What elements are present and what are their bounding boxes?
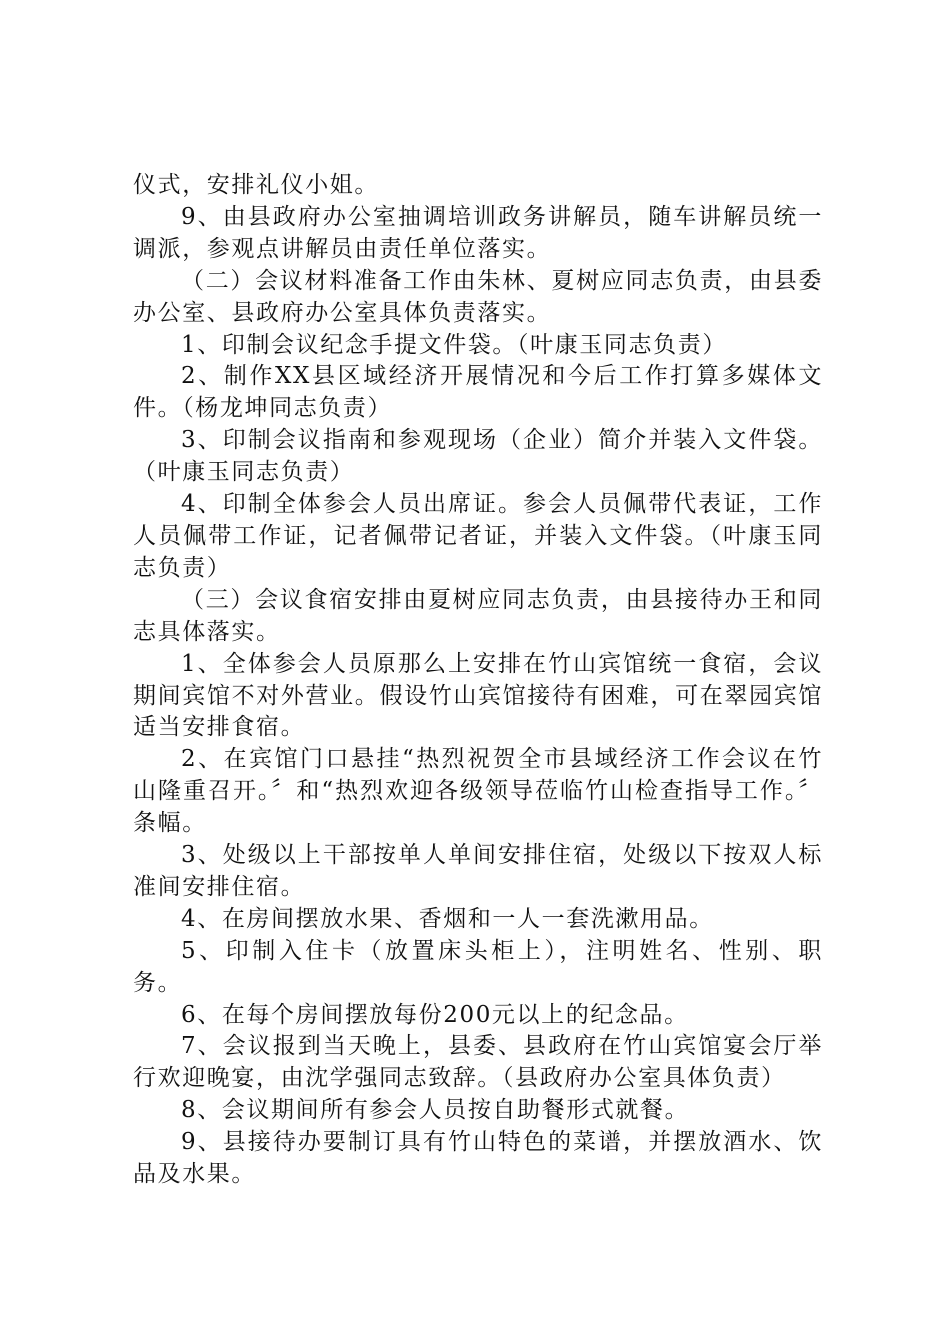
paragraph-item-3-rooms: 3、处级以上干部按单人单间安排住宿，处级以下按双人标准间安排住宿。 — [133, 842, 823, 900]
paragraph-item-9-guides: 9、由县政府办公室抽调培训政务讲解员，随车讲解员统一调派，参观点讲解员由责任单位落实。 — [133, 203, 823, 262]
paragraph-item-8-buffet: 8、会议期间所有参会人员按自助餐形式就餐。 — [181, 1097, 690, 1124]
paragraph-ceremony: 仪式，安排礼仪小姐。 — [133, 172, 379, 198]
paragraph-section-2-materials: （二）会议材料准备工作由朱林、夏树应同志负责，由县委办公室、县政府办公室具体负责落实。 — [133, 267, 823, 326]
paragraph-item-9-menu: 9、县接待办要制订具有竹山特色的菜谱，并摆放酒水、饮品及水果。 — [133, 1129, 823, 1188]
paragraph-item-1-file-bag: 1、印制会议纪念手提文件袋。（叶康玉同志负责） — [181, 331, 727, 358]
paragraph-item-2-banners: 2、在宾馆门口悬挂“热烈祝贺全市县域经济工作会议在竹山隆重召开。〞和“热烈欢迎各级领导莅临竹山检查指导工作。〞条幅。 — [133, 746, 823, 837]
paragraph-item-4-amenities: 4、在房间摆放水果、香烟和一人一套洗漱用品。 — [181, 905, 714, 932]
paragraph-item-7-banquet: 7、会议报到当天晚上，县委、县政府在竹山宾馆宴会厅举行欢迎晚宴，由沈学强同志致辞。（县政府办公室具体负责） — [133, 1033, 823, 1092]
paragraph-item-1-hotel: 1、全体参会人员原那么上安排在竹山宾馆统一食宿，会议期间宾馆不对外营业。假设竹山宾馆接待有困难，可在翠园宾馆适当安排食宿。 — [133, 650, 823, 741]
paragraph-section-3-lodging: （三）会议食宿安排由夏树应同志负责，由县接待办王和同志具体落实。 — [133, 586, 823, 645]
paragraph-item-4-badges: 4、印制全体参会人员出席证。参会人员佩带代表证，工作人员佩带工作证，记者佩带记者证，并装入文件袋。（叶康玉同志负责） — [133, 491, 823, 581]
document-body — [133, 170, 823, 1191]
paragraph-item-2-multimedia: 2、制作XX县区域经济开展情况和今后工作打算多媒体文件。（杨龙坤同志负责） — [133, 363, 823, 422]
paragraph-item-6-souvenir: 6、在每个房间摆放每份200元以上的纪念品。 — [181, 1001, 689, 1028]
paragraph-item-5-checkin-card: 5、印制入住卡（放置床头柜上），注明姓名、性别、职务。 — [133, 937, 823, 996]
paragraph-item-3-guide-print: 3、印制会议指南和参观现场（企业）简介并装入文件袋。（叶康玉同志负责） — [133, 427, 823, 486]
